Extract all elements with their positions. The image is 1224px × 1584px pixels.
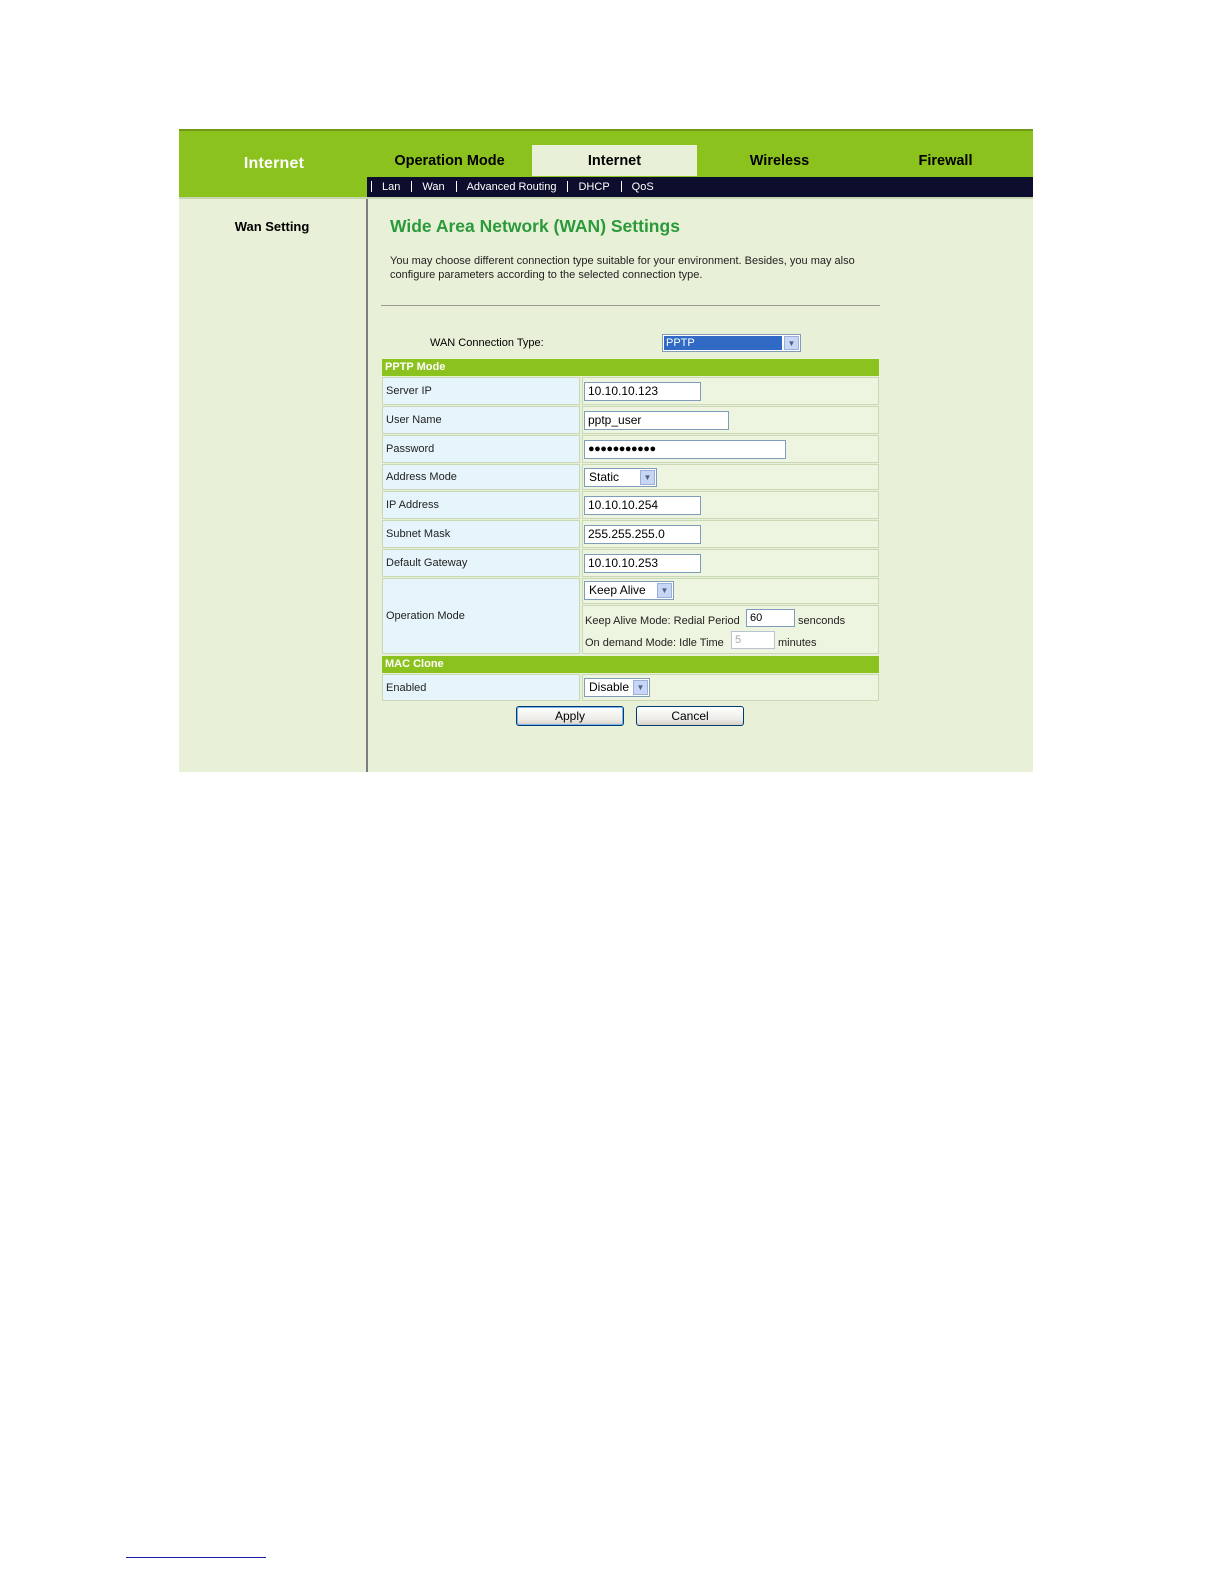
subnet-mask-input[interactable]: 255.255.255.0 (584, 525, 701, 544)
address-mode-cell (582, 464, 879, 490)
operation-mode-label: Operation Mode (382, 578, 580, 654)
brand-title: Internet (243, 155, 305, 172)
address-mode-select[interactable] (584, 468, 657, 487)
sidebar-item-wan-setting[interactable]: Wan Setting (234, 219, 310, 234)
subnav-dhcp[interactable]: DHCP (567, 181, 620, 193)
server-ip-input[interactable]: 10.10.10.123 (584, 382, 701, 401)
password-cell (582, 435, 879, 463)
chevron-down-icon[interactable]: ▼ (657, 583, 672, 598)
idle-time-input[interactable]: 5 (731, 631, 775, 649)
user-name-input[interactable]: pptp_user (584, 411, 729, 430)
ip-address-cell (582, 491, 879, 519)
chevron-down-icon[interactable]: ▼ (784, 336, 799, 350)
operation-mode-options-cell (582, 605, 879, 654)
apply-button[interactable]: Apply (516, 706, 624, 726)
operation-mode-value: Keep Alive (589, 583, 646, 597)
mac-clone-section-header: MAC Clone (382, 656, 879, 673)
chevron-down-icon[interactable]: ▼ (640, 470, 655, 485)
tab-firewall[interactable]: Firewall (918, 152, 973, 169)
sub-navigation (367, 177, 1033, 197)
subnav-lan[interactable]: Lan (371, 181, 411, 193)
operation-mode-select[interactable] (584, 581, 674, 600)
mac-clone-enabled-value: Disable (589, 680, 630, 694)
wan-connection-type-select[interactable] (662, 334, 801, 352)
cancel-button[interactable]: Cancel (636, 706, 744, 726)
on-demand-unit: minutes (778, 637, 817, 649)
address-mode-value: Static (589, 470, 620, 484)
chevron-down-icon[interactable]: ▼ (633, 680, 648, 695)
sidebar (179, 199, 368, 772)
mac-clone-enabled-select[interactable] (584, 678, 650, 697)
default-gateway-input[interactable]: 10.10.10.253 (584, 554, 701, 573)
ip-address-label: IP Address (382, 491, 580, 519)
address-mode-label: Address Mode (382, 464, 580, 490)
router-admin-window (179, 129, 1033, 772)
user-name-label: User Name (382, 406, 580, 434)
tab-internet[interactable]: Internet (532, 145, 697, 176)
tab-wireless[interactable]: Wireless (749, 152, 810, 169)
server-ip-label: Server IP (382, 377, 580, 405)
pptp-section-header: PPTP Mode (382, 359, 879, 376)
password-input[interactable]: ●●●●●●●●●●● (584, 440, 786, 459)
user-name-cell (582, 406, 879, 434)
page-title: Wide Area Network (WAN) Settings (390, 216, 680, 236)
mac-clone-enabled-cell (582, 674, 879, 701)
footnote-rule (126, 1557, 266, 1558)
mac-clone-enabled-label: Enabled (382, 674, 580, 701)
tab-operation-mode[interactable]: Operation Mode (394, 152, 505, 169)
wan-connection-type-label: WAN Connection Type: (430, 337, 544, 349)
wan-connection-type-value: PPTP (664, 336, 782, 350)
divider (381, 305, 880, 306)
operation-mode-cell (582, 578, 879, 604)
top-header (179, 129, 1033, 197)
ip-address-input[interactable]: 10.10.10.254 (584, 496, 701, 515)
password-label: Password (382, 435, 580, 463)
subnav-advanced-routing[interactable]: Advanced Routing (456, 181, 568, 193)
default-gateway-label: Default Gateway (382, 549, 580, 577)
subnav-wan[interactable]: Wan (411, 181, 455, 193)
subnav-qos[interactable]: QoS (621, 181, 665, 193)
keep-alive-label: Keep Alive Mode: Redial Period (585, 615, 740, 627)
on-demand-label: On demand Mode: Idle Time (585, 637, 724, 649)
keep-alive-unit: senconds (798, 615, 846, 627)
subnet-mask-label: Subnet Mask (382, 520, 580, 548)
redial-period-input[interactable]: 60 (746, 609, 795, 627)
server-ip-cell (582, 377, 879, 405)
default-gateway-cell (582, 549, 879, 577)
subnet-mask-cell (582, 520, 879, 548)
page-description: You may choose different connection type suitable for your environment. Besides, you may also configure parameters according to the selected connection type. (390, 255, 855, 281)
